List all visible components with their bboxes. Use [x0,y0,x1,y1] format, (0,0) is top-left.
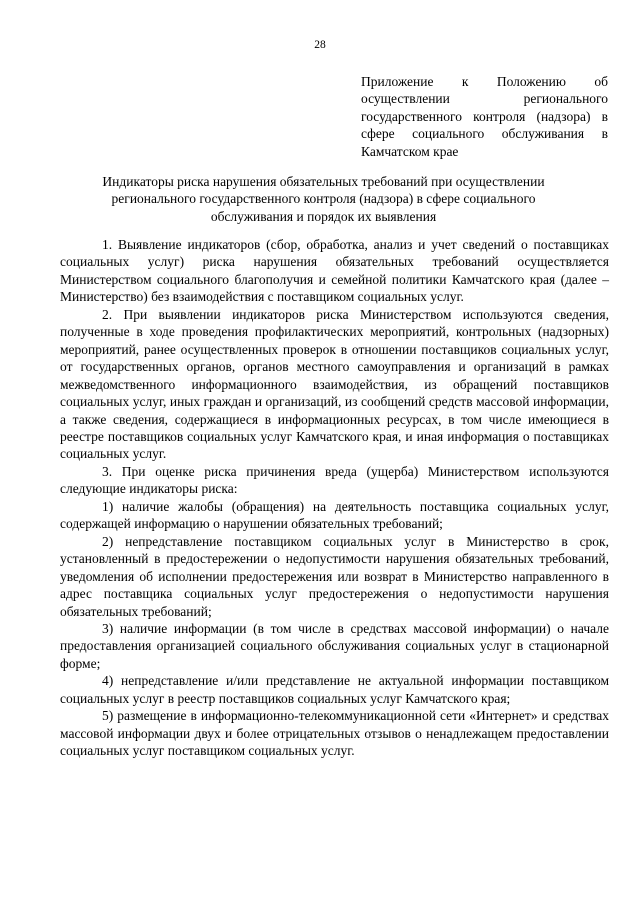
list-item-3: 3) наличие информации (в том числе в средствах массовой информации) о начале предоставления организацией социального обслуживания социальных услуг в стационарной форме; [60,620,609,671]
document-body [60,236,609,760]
paragraph-1: 1. Выявление индикаторов (сбор, обработка, анализ и учет сведений о поставщиках социальных услуг) риска нарушения обязательных требований осуществляется Министерством социального благополучия и семейной политики Камчатского края (далее – Министерство) без взаимодействия с поставщиком социальных услуг. [60,237,609,305]
list-item-5: 5) размещение в информационно-телекоммуникационной сети «Интернет» и средствах массовой информации двух и более отрицательных отзывов о ненадлежащем предоставлении социальных услуг поставщиком социальных услуг. [60,708,609,759]
list-item-2: 2) непредставление поставщиком социальных услуг в Министерство в срок, установленный в предостережении о недопустимости нарушения обязательных требований, уведомления об исполнении предостережения или возврат в Министерство направленного в адрес поставщика социальных услуг предостережения о недопустимости нарушения обязательных требований; [60,533,609,619]
paragraph-3: 3. При оценке риска причинения вреда (ущерба) Министерством используются следующие индикаторы риска: [60,463,609,497]
page-number: 28 [314,39,326,51]
list-item-1: 1) наличие жалобы (обращения) на деятельность поставщика социальных услуг, содержащей информацию о нарушении обязательных требований; [60,498,609,532]
paragraph-2: 2. При выявлении индикаторов риска Министерством используются сведения, полученные в ходе проведения профилактических мероприятий, контрольных (надзорных) мероприятий, ранее осуществленных проверок в отношении поставщиков социальных услуг, от государственных органов, органов местного самоуправления и организаций в рамках межведомственного информационного взаимодействия, из обращений поставщиков социальных услуг, иных граждан и организаций, из сообщений средств массовой информации, а также сведения, содержащиеся в информационных ресурсах, в том числе имеющиеся в реестре поставщиков социальных услуг Камчатского края, и иная информация о поставщиках социальных услуг. [60,306,609,462]
list-item-4: 4) непредставление и/или представление не актуальной информации поставщиком социальных услуг в реестр поставщиков социальных услуг Камчатского края; [60,673,609,706]
document-title: Индикаторы риска нарушения обязательных требований при осуществлении регионального государственного контроля (надзора) в сфере социального обслуживания и порядок их выявления [102,174,545,224]
appendix-note: Приложение к Положению об осуществлении регионального государственного контроля (надзора) в сфере социального обслуживания в Камчатском крае [361,74,608,159]
